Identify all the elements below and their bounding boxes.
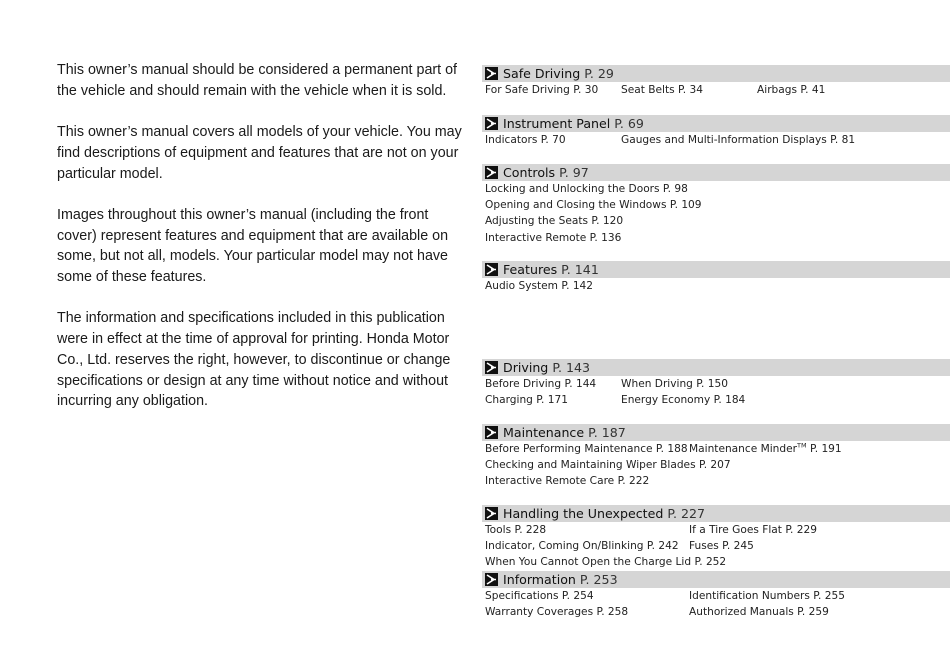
toc-link[interactable]: Energy Economy P. 184 [621,394,746,407]
toc-section-features [482,261,950,294]
section-header[interactable] [482,359,950,376]
arrow-right-icon [485,263,498,276]
toc-section-maintenance [482,424,950,490]
section-page: P. 227 [667,506,706,521]
toc-link[interactable]: Identification Numbers P. 255 [689,590,845,602]
toc-link-label: Maintenance Minder [689,443,797,455]
arrow-right-icon [485,361,498,374]
section-title: Handling the Unexpected [503,506,664,521]
toc-link[interactable]: Interactive Remote Care P. 222 [485,475,650,488]
toc-link[interactable]: Gauges and Multi-Information Displays P. 81 [621,134,856,146]
toc-link[interactable]: Adjusting the Seats P. 120 [485,215,624,228]
toc-section-controls [482,164,950,246]
toc-link[interactable]: Before Driving P. 144 [485,378,597,390]
section-title: Information [503,572,576,587]
toc-link[interactable]: Indicators P. 70 [485,134,566,146]
arrow-right-icon [485,67,498,80]
table-of-contents [482,0,950,669]
section-page: P. 143 [552,360,590,375]
arrow-right-icon [485,117,498,130]
toc-link[interactable]: Airbags P. 41 [757,84,826,96]
section-header[interactable] [482,164,950,181]
section-page: P. 141 [561,262,599,277]
section-title: Controls [503,165,556,180]
trademark-mark: TM [797,441,807,450]
section-header[interactable] [482,571,950,588]
toc-link[interactable]: Charging P. 171 [485,394,568,407]
toc-link[interactable]: When Driving P. 150 [621,378,728,390]
toc-link[interactable]: Indicator, Coming On/Blinking P. 242 [485,540,679,553]
intro-text [57,60,472,433]
toc-link-page: P. 191 [809,443,842,455]
toc-link[interactable] [689,441,842,457]
arrow-right-icon [485,426,498,439]
toc-link[interactable]: Tools P. 228 [485,524,547,536]
toc-section-safe-driving [482,65,950,98]
section-page: P. 29 [584,66,614,81]
section-page: P. 69 [614,116,644,131]
section-page: P. 253 [579,572,618,587]
section-title: Driving [503,360,549,375]
intro-paragraph: The information and specifications included in this publication were in effect at the time of approval for printing. Honda Motor Co., Ltd. reserves the right, however, to discontinue or change specifications or design at any time without notice and without incurring any obligation. [57,310,451,410]
toc-link[interactable]: For Safe Driving P. 30 [485,84,599,96]
toc-section-instrument-panel [482,115,950,148]
intro-paragraph: Images throughout this owner’s manual (including the front cover) represent features and equipment that are available on some, but not all, models. Your particular model may not have some of these features. [57,206,449,285]
intro-paragraph: This owner’s manual covers all models of your vehicle. You may find descriptions of equipment and features that are not on your particular model. [57,124,462,182]
toc-section-handling-the-unexpected [482,505,950,571]
section-header[interactable] [482,505,950,522]
toc-link[interactable]: Opening and Closing the Windows P. 109 [485,199,702,212]
intro-paragraph: This owner’s manual should be considered a permanent part of the vehicle and should remain with the vehicle when it is sold. [57,62,458,99]
section-title: Features [503,262,558,277]
arrow-right-icon [485,573,498,586]
section-page: P. 97 [559,165,589,180]
toc-link[interactable]: If a Tire Goes Flat P. 229 [689,524,818,536]
section-header[interactable] [482,115,950,132]
toc-link[interactable]: Specifications P. 254 [485,590,594,602]
toc-link[interactable]: Before Performing Maintenance P. 188 [485,443,688,455]
toc-link[interactable]: Interactive Remote P. 136 [485,231,622,244]
toc-link[interactable]: Warranty Coverages P. 258 [485,606,629,619]
toc-link[interactable]: When You Cannot Open the Charge Lid P. 252 [485,556,727,569]
section-page: P. 187 [588,425,626,440]
section-header[interactable] [482,65,950,82]
section-title: Instrument Panel [503,116,611,131]
arrow-right-icon [485,166,498,179]
toc-link[interactable]: Seat Belts P. 34 [621,84,703,96]
toc-section-information [482,571,950,620]
arrow-right-icon [485,507,498,520]
toc-link[interactable]: Audio System P. 142 [485,280,594,292]
section-title: Maintenance [503,425,585,440]
section-header[interactable] [482,261,950,278]
section-title: Safe Driving [503,66,581,81]
toc-link[interactable]: Fuses P. 245 [689,540,754,553]
toc-link[interactable]: Authorized Manuals P. 259 [689,606,829,619]
toc-link[interactable]: Checking and Maintaining Wiper Blades P. 207 [485,459,731,472]
toc-section-driving [482,359,950,408]
section-header[interactable] [482,424,950,441]
toc-link[interactable]: Locking and Unlocking the Doors P. 98 [485,183,688,195]
